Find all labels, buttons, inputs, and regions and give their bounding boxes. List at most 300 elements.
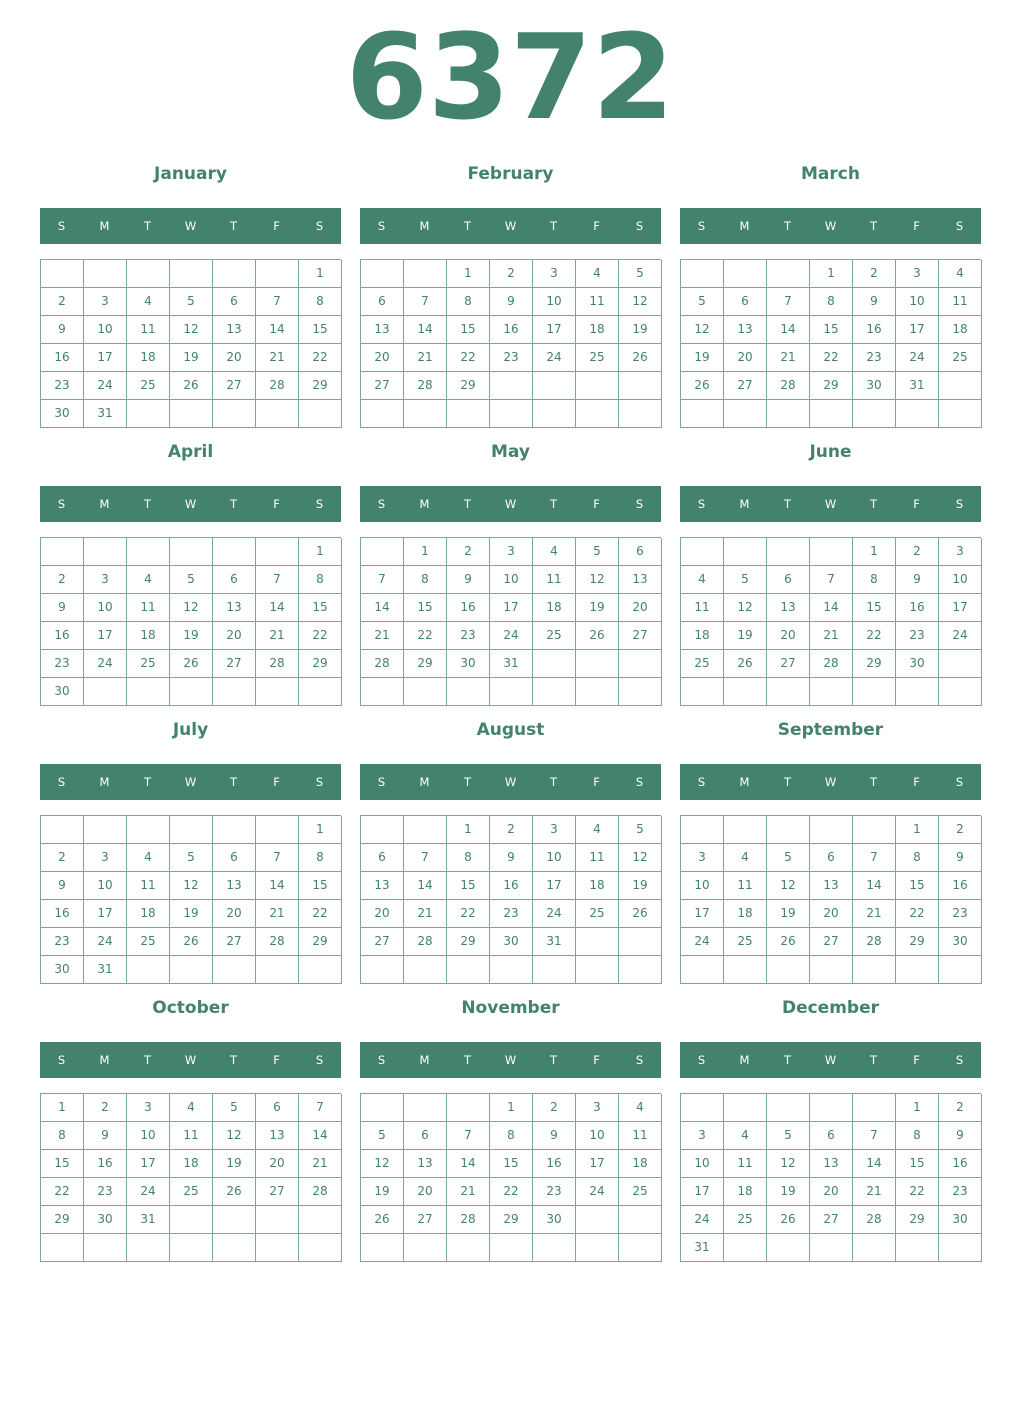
- empty-day-cell: [170, 260, 213, 288]
- day-cell: 8: [299, 844, 342, 872]
- day-cell: 20: [256, 1150, 299, 1178]
- empty-day-cell: [84, 538, 127, 566]
- day-cell: 14: [256, 872, 299, 900]
- day-cell: 11: [170, 1122, 213, 1150]
- empty-day-cell: [256, 400, 299, 428]
- day-cell: 20: [213, 344, 256, 372]
- day-cell: 2: [939, 816, 982, 844]
- day-cell: 18: [939, 316, 982, 344]
- day-cell: 6: [361, 844, 404, 872]
- day-cell: 30: [41, 400, 84, 428]
- day-cell: 27: [256, 1178, 299, 1206]
- weekday-header: W: [504, 219, 517, 233]
- empty-day-cell: [170, 816, 213, 844]
- day-cell: 4: [127, 288, 170, 316]
- day-cell: 28: [767, 372, 810, 400]
- weekday-header: S: [377, 775, 386, 789]
- day-cell: 1: [896, 1094, 939, 1122]
- calendar-year-title: 6372: [345, 8, 675, 146]
- day-cell: 21: [256, 622, 299, 650]
- day-cell: 15: [299, 316, 342, 344]
- weekday-header: S: [955, 1053, 964, 1067]
- day-cell: 23: [939, 900, 982, 928]
- weekday-header: W: [184, 497, 197, 511]
- empty-day-cell: [404, 400, 447, 428]
- day-cell: 23: [533, 1178, 576, 1206]
- day-cell: 10: [533, 288, 576, 316]
- day-cell: 12: [576, 566, 619, 594]
- day-cell: 16: [533, 1150, 576, 1178]
- weekday-header: F: [273, 219, 280, 233]
- empty-day-cell: [256, 1234, 299, 1262]
- weekday-header-row: [360, 764, 661, 800]
- day-cell: 17: [896, 316, 939, 344]
- day-cell: 25: [619, 1178, 662, 1206]
- day-cell: 29: [299, 928, 342, 956]
- day-cell: 11: [576, 288, 619, 316]
- empty-day-cell: [213, 1234, 256, 1262]
- day-cell: 22: [299, 622, 342, 650]
- day-cell: 8: [896, 844, 939, 872]
- empty-day-cell: [767, 678, 810, 706]
- day-cell: 11: [619, 1122, 662, 1150]
- day-cell: 7: [767, 288, 810, 316]
- day-cell: 15: [404, 594, 447, 622]
- day-cell: 14: [767, 316, 810, 344]
- day-cell: 3: [896, 260, 939, 288]
- day-cell: 17: [84, 344, 127, 372]
- day-cell: 13: [619, 566, 662, 594]
- empty-day-cell: [576, 1234, 619, 1262]
- day-cell: 23: [490, 900, 533, 928]
- day-cell: 30: [533, 1206, 576, 1234]
- day-cell: 1: [299, 816, 342, 844]
- empty-day-cell: [41, 538, 84, 566]
- day-cell: 25: [576, 344, 619, 372]
- day-cell: 7: [256, 566, 299, 594]
- weekday-header: T: [783, 775, 792, 789]
- empty-day-cell: [810, 1094, 853, 1122]
- empty-day-cell: [41, 1234, 84, 1262]
- weekday-header: T: [783, 497, 792, 511]
- empty-day-cell: [619, 1206, 662, 1234]
- empty-day-cell: [681, 400, 724, 428]
- empty-day-cell: [939, 1234, 982, 1262]
- day-cell: 25: [939, 344, 982, 372]
- day-cell: 15: [299, 594, 342, 622]
- weekday-header: S: [315, 1053, 324, 1067]
- weekday-header: F: [913, 1053, 920, 1067]
- day-grid: [680, 537, 981, 706]
- weekday-header: M: [419, 219, 430, 233]
- empty-day-cell: [681, 260, 724, 288]
- day-cell: 2: [533, 1094, 576, 1122]
- weekday-header: S: [697, 497, 706, 511]
- weekday-header: S: [955, 219, 964, 233]
- day-cell: 18: [170, 1150, 213, 1178]
- day-cell: 19: [170, 344, 213, 372]
- day-cell: 1: [853, 538, 896, 566]
- empty-day-cell: [213, 538, 256, 566]
- weekday-header-row: [680, 208, 981, 244]
- day-cell: 22: [896, 1178, 939, 1206]
- empty-day-cell: [299, 400, 342, 428]
- day-cell: 14: [299, 1122, 342, 1150]
- empty-day-cell: [681, 678, 724, 706]
- day-cell: 11: [127, 594, 170, 622]
- empty-day-cell: [767, 1234, 810, 1262]
- day-cell: 21: [447, 1178, 490, 1206]
- empty-day-cell: [576, 678, 619, 706]
- day-cell: 27: [404, 1206, 447, 1234]
- day-cell: 28: [256, 650, 299, 678]
- empty-day-cell: [404, 260, 447, 288]
- day-cell: 30: [41, 678, 84, 706]
- day-cell: 10: [681, 872, 724, 900]
- weekday-header: S: [57, 497, 66, 511]
- day-cell: 13: [724, 316, 767, 344]
- day-cell: 25: [533, 622, 576, 650]
- day-cell: 13: [256, 1122, 299, 1150]
- day-cell: 29: [41, 1206, 84, 1234]
- empty-day-cell: [767, 956, 810, 984]
- empty-day-cell: [84, 1234, 127, 1262]
- empty-day-cell: [533, 650, 576, 678]
- day-cell: 31: [127, 1206, 170, 1234]
- empty-day-cell: [619, 1234, 662, 1262]
- day-cell: 26: [724, 650, 767, 678]
- day-cell: 10: [576, 1122, 619, 1150]
- day-cell: 25: [724, 928, 767, 956]
- day-cell: 23: [939, 1178, 982, 1206]
- empty-day-cell: [127, 1234, 170, 1262]
- day-cell: 8: [299, 288, 342, 316]
- weekday-header: T: [869, 775, 878, 789]
- day-cell: 6: [213, 844, 256, 872]
- empty-day-cell: [533, 372, 576, 400]
- day-cell: 6: [213, 566, 256, 594]
- empty-day-cell: [41, 816, 84, 844]
- day-cell: 25: [576, 900, 619, 928]
- empty-day-cell: [576, 956, 619, 984]
- weekday-header: F: [913, 497, 920, 511]
- day-cell: 9: [896, 566, 939, 594]
- day-cell: 9: [490, 288, 533, 316]
- day-cell: 27: [213, 372, 256, 400]
- empty-day-cell: [213, 400, 256, 428]
- day-cell: 20: [619, 594, 662, 622]
- day-cell: 23: [84, 1178, 127, 1206]
- empty-day-cell: [939, 400, 982, 428]
- day-cell: 8: [490, 1122, 533, 1150]
- empty-day-cell: [619, 372, 662, 400]
- weekday-header: S: [377, 219, 386, 233]
- weekday-header-row: [680, 764, 981, 800]
- day-cell: 12: [170, 594, 213, 622]
- empty-day-cell: [299, 956, 342, 984]
- empty-day-cell: [213, 1206, 256, 1234]
- weekday-header: T: [783, 1053, 792, 1067]
- day-cell: 8: [810, 288, 853, 316]
- empty-day-cell: [361, 260, 404, 288]
- day-cell: 19: [767, 1178, 810, 1206]
- empty-day-cell: [170, 1234, 213, 1262]
- empty-day-cell: [361, 678, 404, 706]
- day-cell: 26: [767, 1206, 810, 1234]
- day-cell: 14: [447, 1150, 490, 1178]
- weekday-header: S: [697, 1053, 706, 1067]
- day-cell: 22: [896, 900, 939, 928]
- weekday-header: M: [99, 1053, 110, 1067]
- empty-day-cell: [256, 1206, 299, 1234]
- day-cell: 27: [213, 650, 256, 678]
- weekday-header: T: [143, 219, 152, 233]
- day-cell: 24: [84, 372, 127, 400]
- day-cell: 9: [41, 872, 84, 900]
- day-cell: 10: [533, 844, 576, 872]
- day-cell: 30: [490, 928, 533, 956]
- day-cell: 1: [447, 816, 490, 844]
- empty-day-cell: [447, 1234, 490, 1262]
- day-cell: 4: [681, 566, 724, 594]
- day-cell: 16: [896, 594, 939, 622]
- empty-day-cell: [681, 816, 724, 844]
- day-cell: 19: [361, 1178, 404, 1206]
- empty-day-cell: [256, 538, 299, 566]
- day-grid: [360, 1093, 661, 1262]
- day-cell: 12: [767, 1150, 810, 1178]
- empty-day-cell: [404, 678, 447, 706]
- day-cell: 7: [299, 1094, 342, 1122]
- day-cell: 25: [170, 1178, 213, 1206]
- day-cell: 12: [681, 316, 724, 344]
- empty-day-cell: [619, 400, 662, 428]
- day-cell: 2: [853, 260, 896, 288]
- day-cell: 16: [41, 900, 84, 928]
- weekday-header: T: [463, 1053, 472, 1067]
- weekday-header: W: [184, 1053, 197, 1067]
- day-cell: 12: [361, 1150, 404, 1178]
- month-name: March: [801, 164, 860, 184]
- day-cell: 6: [810, 1122, 853, 1150]
- day-cell: 15: [299, 872, 342, 900]
- day-cell: 2: [896, 538, 939, 566]
- day-cell: 6: [213, 288, 256, 316]
- day-cell: 9: [939, 1122, 982, 1150]
- day-cell: 8: [896, 1122, 939, 1150]
- empty-day-cell: [490, 678, 533, 706]
- day-cell: 3: [84, 844, 127, 872]
- day-cell: 9: [490, 844, 533, 872]
- day-cell: 21: [361, 622, 404, 650]
- day-cell: 7: [256, 844, 299, 872]
- empty-day-cell: [576, 1206, 619, 1234]
- empty-day-cell: [299, 1234, 342, 1262]
- day-cell: 18: [127, 622, 170, 650]
- month-name: October: [152, 998, 229, 1018]
- day-cell: 3: [84, 288, 127, 316]
- empty-day-cell: [213, 816, 256, 844]
- day-cell: 23: [490, 344, 533, 372]
- day-cell: 4: [939, 260, 982, 288]
- day-cell: 7: [447, 1122, 490, 1150]
- day-cell: 27: [361, 372, 404, 400]
- day-cell: 21: [404, 344, 447, 372]
- weekday-header: T: [549, 1053, 558, 1067]
- empty-day-cell: [490, 956, 533, 984]
- empty-day-cell: [576, 400, 619, 428]
- day-cell: 12: [170, 316, 213, 344]
- weekday-header-row: [680, 1042, 981, 1078]
- day-cell: 22: [447, 900, 490, 928]
- day-cell: 2: [41, 288, 84, 316]
- day-cell: 17: [681, 1178, 724, 1206]
- month-name: November: [461, 998, 560, 1018]
- day-cell: 19: [213, 1150, 256, 1178]
- weekday-header: T: [229, 1053, 238, 1067]
- weekday-header: S: [697, 775, 706, 789]
- weekday-header-row: [40, 486, 341, 522]
- day-cell: 27: [213, 928, 256, 956]
- day-cell: 29: [299, 372, 342, 400]
- empty-day-cell: [810, 678, 853, 706]
- day-cell: 8: [853, 566, 896, 594]
- empty-day-cell: [681, 538, 724, 566]
- empty-day-cell: [41, 260, 84, 288]
- day-cell: 29: [299, 650, 342, 678]
- day-cell: 16: [447, 594, 490, 622]
- day-cell: 23: [447, 622, 490, 650]
- empty-day-cell: [853, 400, 896, 428]
- empty-day-cell: [170, 400, 213, 428]
- day-cell: 9: [447, 566, 490, 594]
- weekday-header: S: [635, 1053, 644, 1067]
- day-cell: 5: [213, 1094, 256, 1122]
- day-cell: 28: [299, 1178, 342, 1206]
- day-cell: 12: [619, 844, 662, 872]
- day-cell: 14: [404, 872, 447, 900]
- empty-day-cell: [681, 956, 724, 984]
- weekday-header: T: [549, 775, 558, 789]
- day-cell: 8: [404, 566, 447, 594]
- weekday-header: F: [273, 775, 280, 789]
- day-cell: 18: [127, 344, 170, 372]
- empty-day-cell: [576, 650, 619, 678]
- day-cell: 18: [724, 1178, 767, 1206]
- weekday-header: T: [463, 775, 472, 789]
- empty-day-cell: [853, 1094, 896, 1122]
- day-cell: 20: [213, 622, 256, 650]
- day-cell: 24: [681, 928, 724, 956]
- weekday-header: S: [315, 775, 324, 789]
- day-cell: 24: [681, 1206, 724, 1234]
- day-cell: 21: [853, 1178, 896, 1206]
- empty-day-cell: [853, 956, 896, 984]
- day-cell: 4: [576, 816, 619, 844]
- weekday-header: T: [783, 219, 792, 233]
- day-cell: 18: [681, 622, 724, 650]
- weekday-header: T: [229, 219, 238, 233]
- weekday-header: F: [913, 219, 920, 233]
- empty-day-cell: [810, 538, 853, 566]
- day-cell: 4: [533, 538, 576, 566]
- empty-day-cell: [853, 1234, 896, 1262]
- day-cell: 20: [361, 900, 404, 928]
- day-cell: 28: [256, 928, 299, 956]
- weekday-header: M: [419, 1053, 430, 1067]
- day-cell: 28: [404, 372, 447, 400]
- weekday-header: F: [593, 219, 600, 233]
- day-cell: 19: [170, 622, 213, 650]
- empty-day-cell: [939, 956, 982, 984]
- day-cell: 15: [810, 316, 853, 344]
- month-name: May: [491, 442, 530, 462]
- day-cell: 19: [767, 900, 810, 928]
- empty-day-cell: [724, 1234, 767, 1262]
- day-cell: 29: [447, 372, 490, 400]
- day-grid: [40, 259, 341, 428]
- empty-day-cell: [896, 1234, 939, 1262]
- day-cell: 22: [490, 1178, 533, 1206]
- weekday-header: S: [315, 219, 324, 233]
- day-cell: 4: [127, 844, 170, 872]
- empty-day-cell: [681, 1094, 724, 1122]
- day-cell: 25: [127, 372, 170, 400]
- weekday-header: M: [739, 219, 750, 233]
- day-cell: 6: [256, 1094, 299, 1122]
- weekday-header: S: [635, 497, 644, 511]
- weekday-header: W: [504, 775, 517, 789]
- day-cell: 8: [299, 566, 342, 594]
- day-cell: 10: [490, 566, 533, 594]
- day-cell: 16: [939, 1150, 982, 1178]
- empty-day-cell: [896, 400, 939, 428]
- empty-day-cell: [84, 816, 127, 844]
- day-cell: 29: [896, 1206, 939, 1234]
- empty-day-cell: [939, 678, 982, 706]
- day-cell: 30: [447, 650, 490, 678]
- empty-day-cell: [490, 400, 533, 428]
- day-cell: 15: [896, 1150, 939, 1178]
- day-cell: 16: [939, 872, 982, 900]
- day-grid: [680, 259, 981, 428]
- day-cell: 16: [490, 872, 533, 900]
- day-cell: 30: [939, 1206, 982, 1234]
- day-cell: 13: [213, 316, 256, 344]
- day-cell: 5: [619, 260, 662, 288]
- empty-day-cell: [256, 956, 299, 984]
- day-cell: 5: [576, 538, 619, 566]
- day-cell: 28: [810, 650, 853, 678]
- day-cell: 6: [404, 1122, 447, 1150]
- day-cell: 18: [619, 1150, 662, 1178]
- day-cell: 24: [939, 622, 982, 650]
- day-grid: [40, 1093, 341, 1262]
- weekday-header: T: [229, 497, 238, 511]
- day-cell: 26: [576, 622, 619, 650]
- day-cell: 10: [939, 566, 982, 594]
- day-cell: 5: [724, 566, 767, 594]
- day-cell: 5: [170, 566, 213, 594]
- day-cell: 15: [853, 594, 896, 622]
- weekday-header-row: [40, 208, 341, 244]
- day-cell: 1: [447, 260, 490, 288]
- day-cell: 1: [810, 260, 853, 288]
- day-cell: 20: [361, 344, 404, 372]
- day-cell: 30: [84, 1206, 127, 1234]
- day-cell: 17: [127, 1150, 170, 1178]
- day-cell: 25: [681, 650, 724, 678]
